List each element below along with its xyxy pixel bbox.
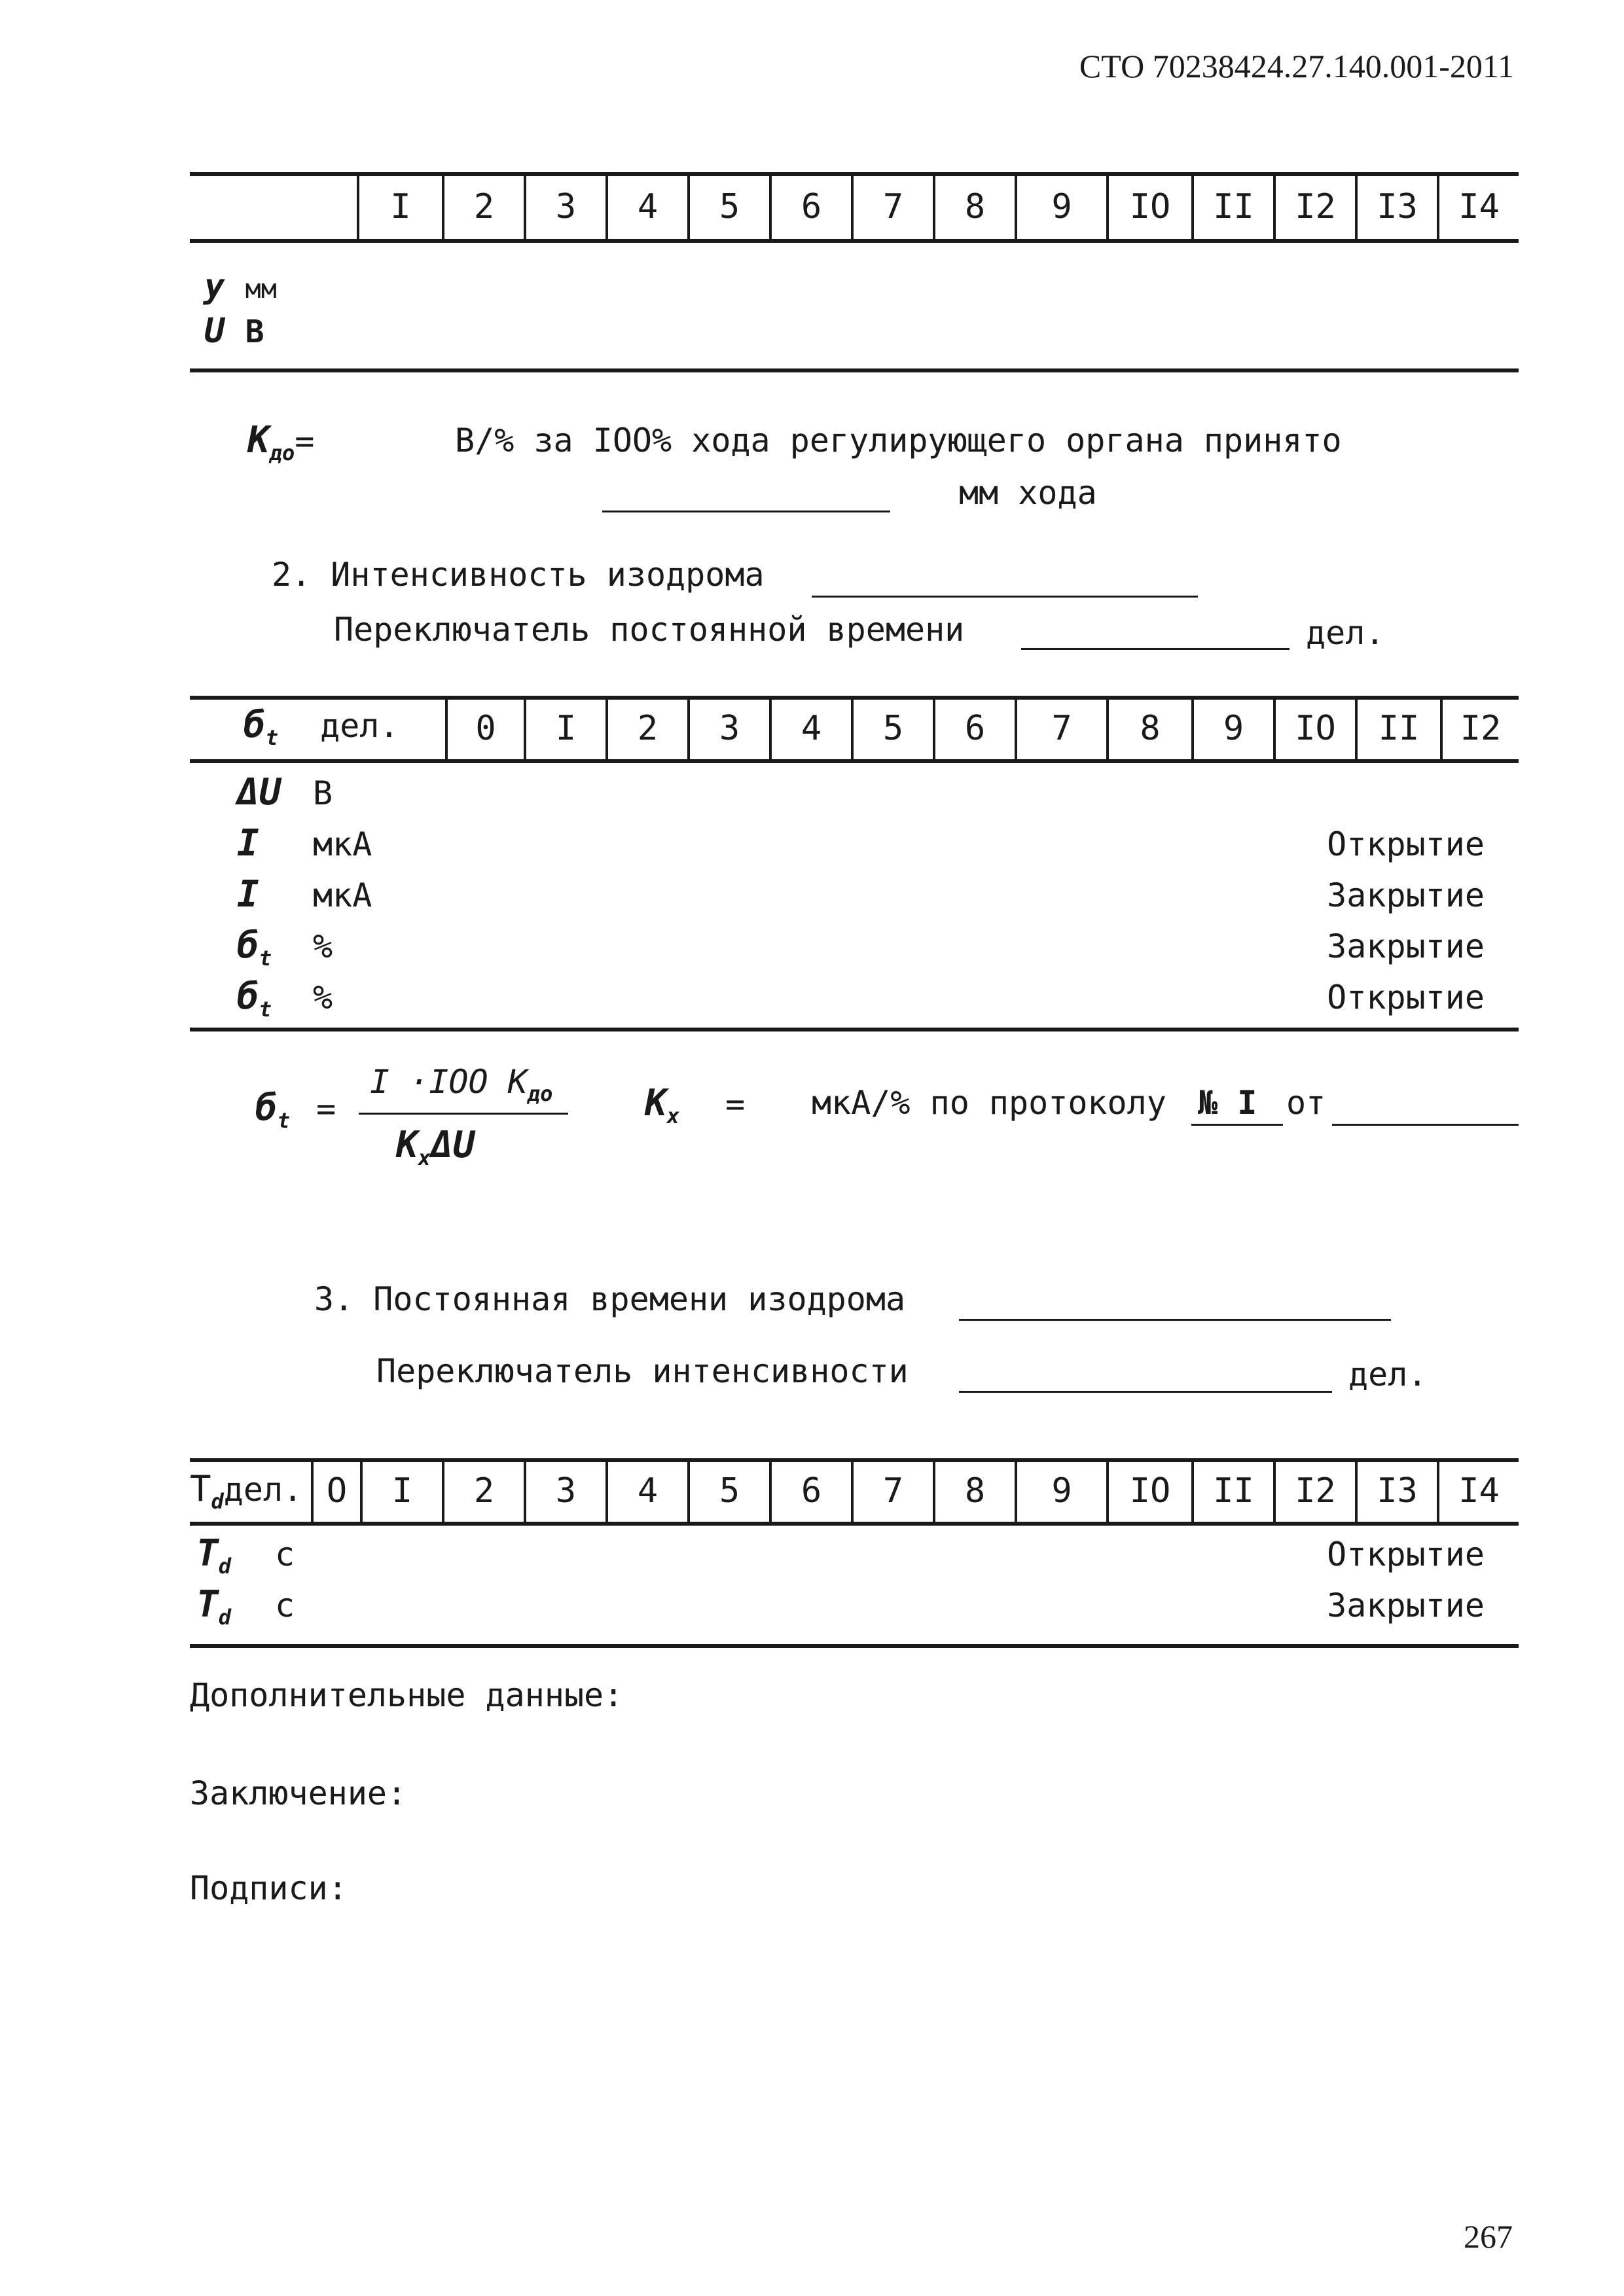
table2-header-rule (190, 759, 1519, 763)
column-header: 7 (1051, 709, 1072, 748)
row-unit: с (275, 1587, 295, 1624)
table1-header-rule (190, 239, 1519, 243)
table3-header-rule (190, 1522, 1519, 1526)
kdo-blank (602, 511, 890, 512)
row-symbol: U (204, 312, 225, 351)
column-header: 8 (964, 1471, 986, 1511)
column-header: 6 (964, 709, 986, 748)
column-header: 5 (719, 187, 740, 226)
table1-row-y (204, 267, 277, 306)
column-header: I3 (1377, 1471, 1418, 1511)
column-header: I (390, 187, 411, 226)
column-header: IO (1295, 709, 1336, 748)
column-header: I3 (1377, 187, 1418, 226)
table1-top-rule (190, 172, 1519, 176)
column-header: 4 (637, 187, 659, 226)
additional-data-label: Дополнительные данные: (190, 1676, 624, 1714)
section3-unit: дел. (1348, 1355, 1428, 1393)
row-unit: мм (245, 274, 277, 304)
column-header: 6 (801, 1471, 822, 1511)
column-header: 9 (1051, 1471, 1072, 1511)
column-header: 0 (475, 709, 496, 748)
row-symbol: $б_t$ (237, 924, 272, 971)
kdo-symbol: $K_{до}=$ (247, 419, 315, 465)
table1-row-u (204, 312, 264, 351)
table1-bottom-rule (190, 368, 1519, 372)
kdo-text-line1: В/% за IOO% хода регулирующего органа принято (455, 422, 1342, 459)
column-header: I2 (1295, 1471, 1336, 1511)
column-header: 7 (882, 1471, 904, 1511)
row-note: Открытие (1327, 1535, 1485, 1573)
column-header: 9 (1051, 187, 1072, 226)
row-symbol: y (204, 267, 225, 306)
signatures-label: Подписи: (190, 1869, 348, 1907)
column-header: 5 (719, 1471, 740, 1511)
row-unit: с (275, 1535, 295, 1573)
row-note: Открытие (1327, 978, 1485, 1016)
row-unit: % (313, 927, 333, 965)
section3-switch-blank (959, 1391, 1332, 1393)
section2-unit: дел. (1306, 614, 1385, 652)
column-header: 3 (555, 1471, 577, 1511)
column-header: 3 (719, 709, 740, 748)
row-note: Открытие (1327, 825, 1485, 863)
section3-switch-label: Переключатель интенсивности (376, 1352, 909, 1390)
column-header: 4 (801, 709, 822, 748)
row-symbol: I (237, 873, 259, 916)
column-header: I2 (1295, 187, 1336, 226)
column-header: II (1378, 709, 1420, 748)
table3-top-rule (190, 1458, 1519, 1462)
formula-denominator: $K_x\Delta U$ (396, 1124, 475, 1170)
column-header: IO (1129, 187, 1171, 226)
section2-title: 2. Интенсивность изодрома (272, 556, 765, 594)
conclusion-label: Заключение: (190, 1774, 407, 1812)
column-header: I (555, 709, 577, 748)
column-header: II (1213, 1471, 1254, 1511)
formula-from: от (1286, 1084, 1326, 1122)
formula-kx: $K_x$ = (645, 1082, 746, 1128)
section2-switch-label: Переключатель постоянной времени (334, 611, 965, 649)
row-unit: В (313, 774, 333, 812)
row-symbol: I (237, 822, 259, 865)
table2-head-label: $б_t$ дел. (244, 704, 399, 750)
table3-head-label: $T_dдел$. (190, 1468, 303, 1514)
section2-switch-blank (1021, 648, 1290, 650)
column-header: IO (1129, 1471, 1171, 1511)
column-header: 8 (964, 187, 986, 226)
row-unit: % (313, 978, 333, 1016)
column-header: I4 (1458, 1471, 1500, 1511)
column-header: 2 (637, 709, 659, 748)
column-header: I2 (1460, 709, 1502, 748)
table2-top-rule (190, 696, 1519, 700)
section2-title-blank (812, 596, 1198, 598)
column-header: 7 (882, 187, 904, 226)
section3-title: 3. Постоянная времени изодрома (314, 1280, 906, 1318)
column-header: 4 (637, 1471, 659, 1511)
column-header: 9 (1223, 709, 1244, 748)
protocol-date-blank (1332, 1124, 1519, 1126)
column-header: 5 (882, 709, 904, 748)
row-note: Закрытие (1327, 927, 1485, 965)
column-header: 8 (1140, 709, 1161, 748)
protocol-no-underline (1191, 1124, 1283, 1126)
column-header: 6 (801, 187, 822, 226)
row-symbol: $T_d$ (196, 1532, 231, 1579)
row-note: Закрытие (1327, 876, 1485, 914)
row-unit: мкА (313, 825, 372, 863)
row-unit: В (245, 314, 264, 350)
row-symbol: $T_d$ (196, 1583, 231, 1630)
table2-bottom-rule (190, 1028, 1519, 1031)
column-header: 2 (473, 187, 495, 226)
column-header: II (1213, 187, 1254, 226)
formula-fraction-bar (359, 1113, 568, 1115)
row-note: Закрытие (1327, 1587, 1485, 1624)
table3-bottom-rule (190, 1644, 1519, 1648)
column-header: 2 (473, 1471, 495, 1511)
document-code: СТО 70238424.27.140.001-2011 (1079, 48, 1514, 84)
row-symbol: $б_t$ (237, 975, 272, 1022)
column-header: I (391, 1471, 413, 1511)
column-header: 3 (555, 187, 577, 226)
formula-protocol-no: № I (1198, 1084, 1257, 1122)
page-number: 267 (1464, 2218, 1513, 2255)
row-symbol: ΔU (237, 771, 281, 814)
column-header: I4 (1458, 187, 1500, 226)
formula-lhs: $б_t$ = (255, 1086, 336, 1133)
row-unit: мкА (313, 876, 372, 914)
formula-units-text: мкА/% по протоколу (812, 1084, 1166, 1122)
column-header: O (326, 1471, 348, 1511)
kdo-text-line2: мм хода (959, 474, 1097, 512)
formula-numerator: I ·IOO $K_{до}$ (370, 1063, 553, 1106)
section3-title-blank (959, 1319, 1391, 1321)
